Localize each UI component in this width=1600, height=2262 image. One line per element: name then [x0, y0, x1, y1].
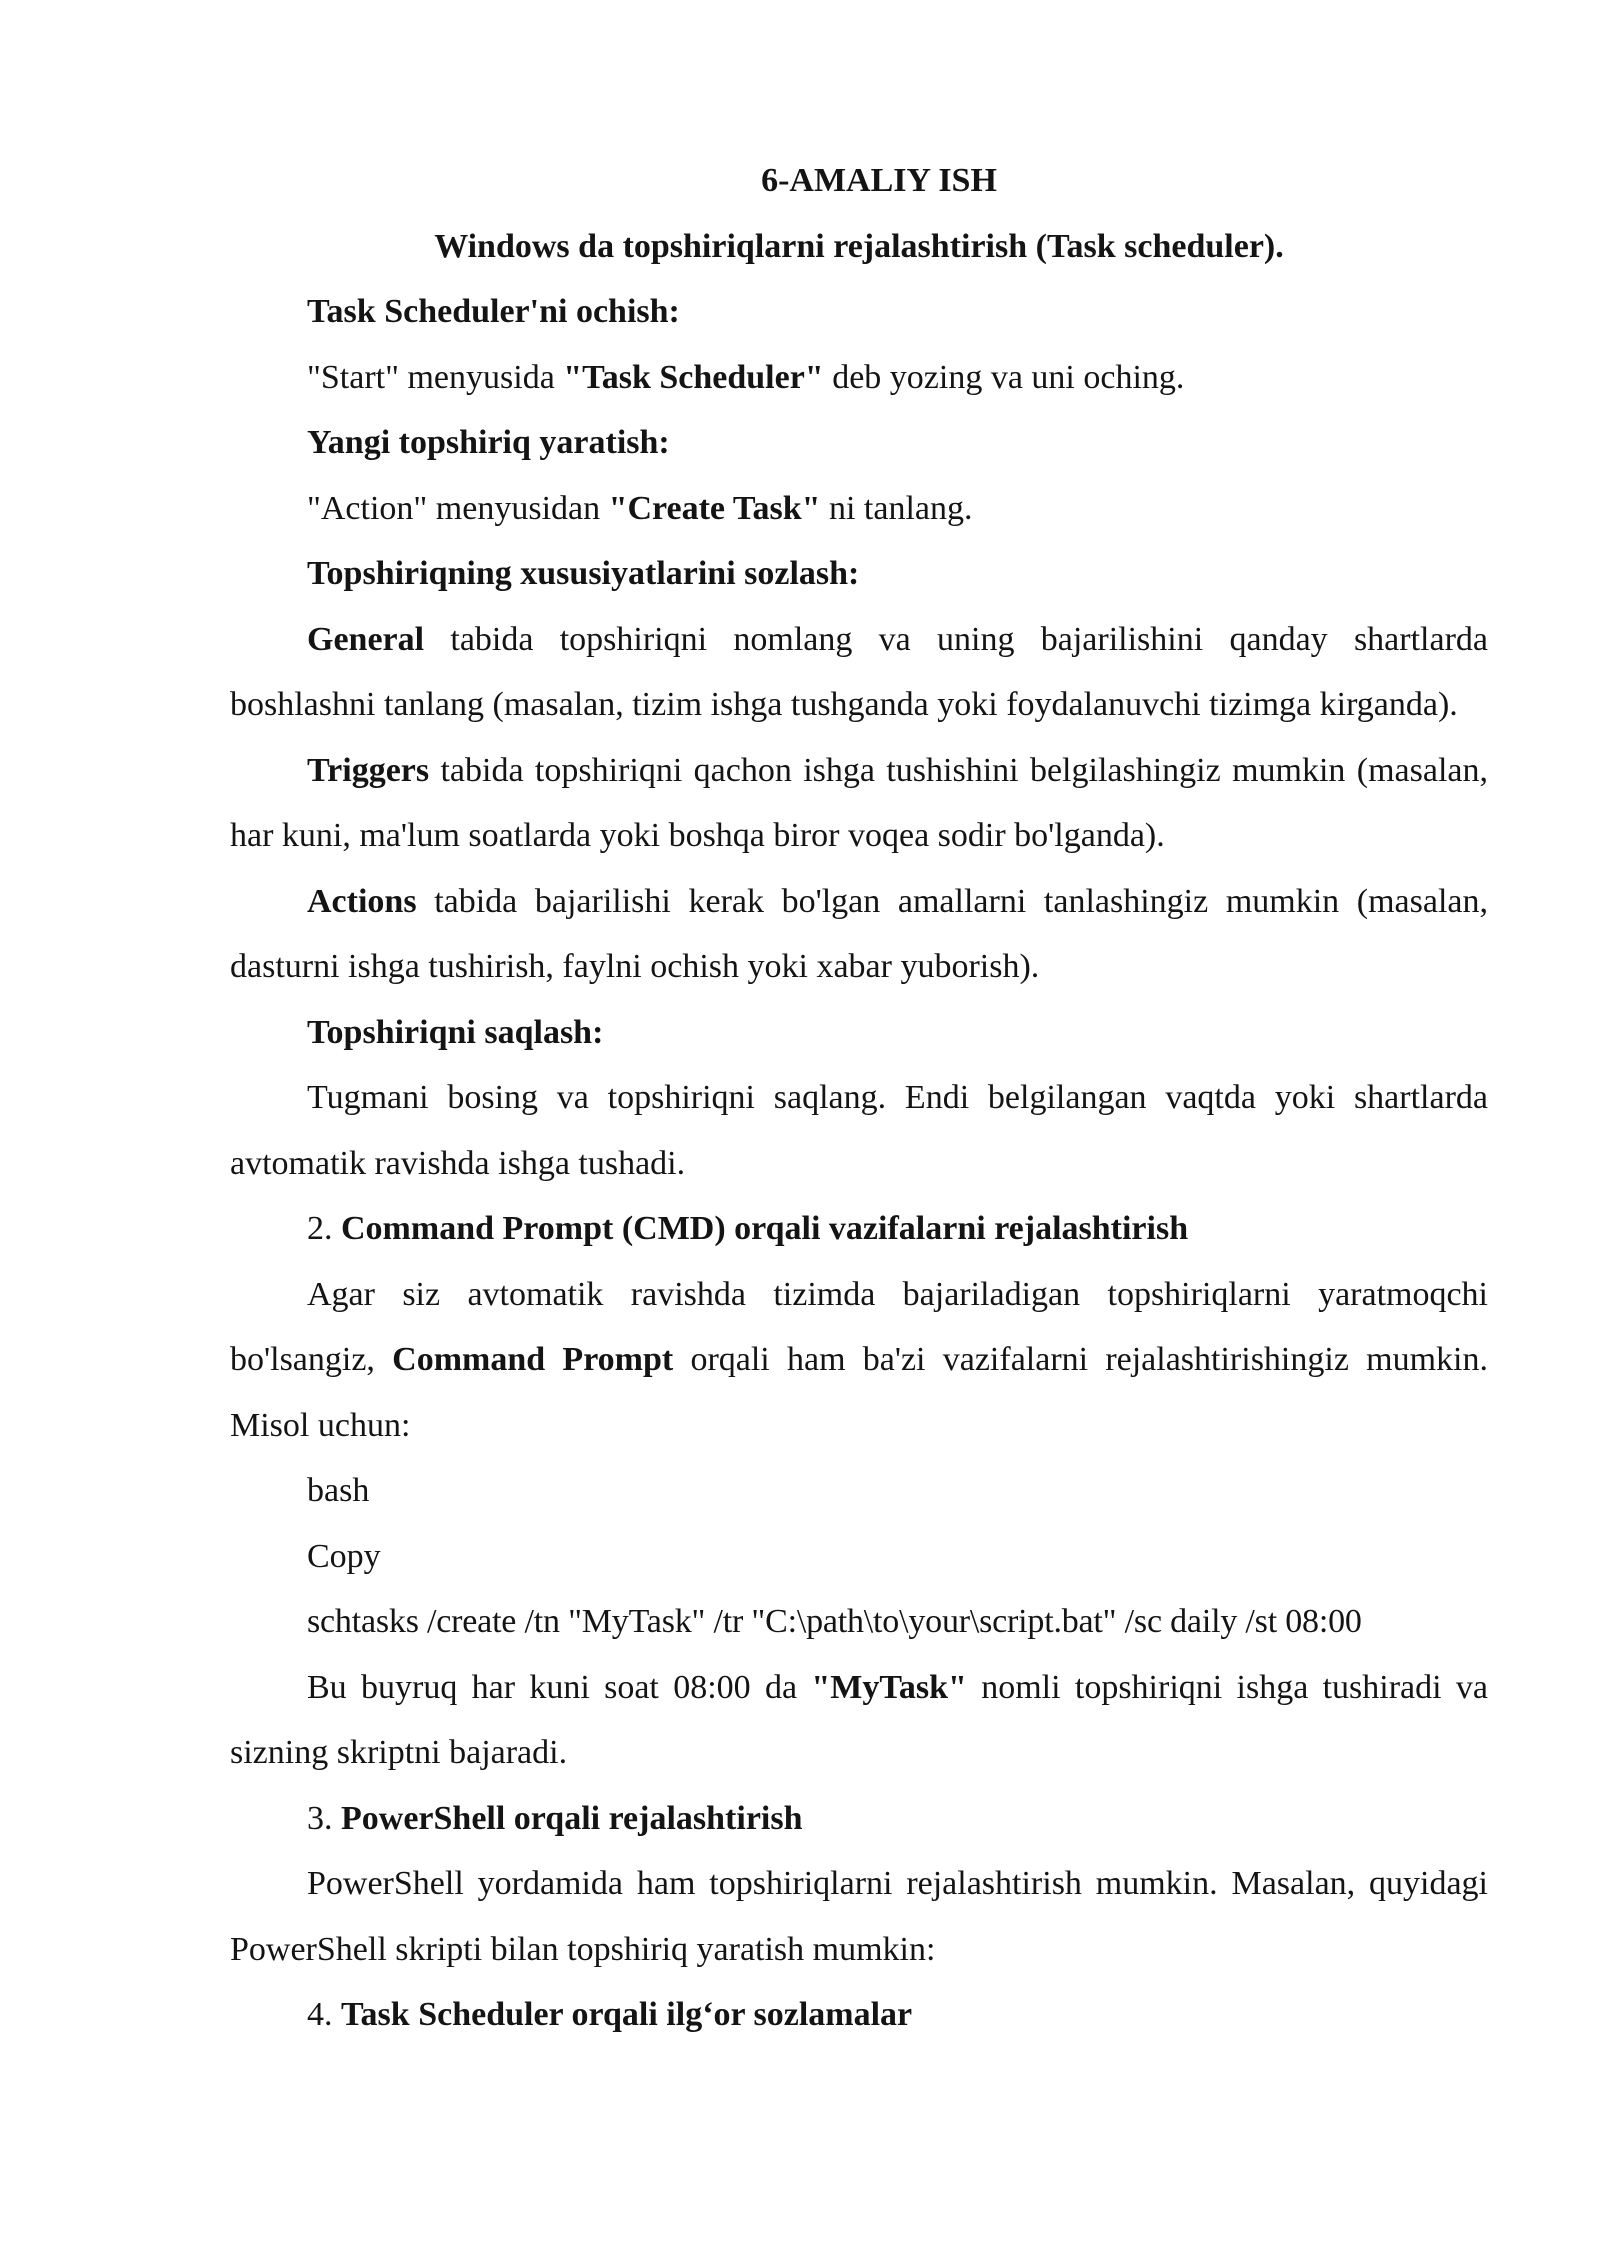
heading-task-properties: Topshiriqning xususiyatlarini sozlash: — [307, 555, 860, 592]
paragraph-triggers-tab: Triggers tabida topshiriqni qachon ishga tushishini belgilashingiz mumkin (masalan, har kuni, ma'lum soatlarda yoki boshqa biror voqea sodir bo'lganda). — [230, 751, 1488, 854]
code-language-label: bash — [307, 1472, 370, 1509]
heading-save-task: Topshiriqni saqlash: — [307, 1013, 604, 1051]
document-subtitle: Windows da topshiriqlarni rejalashtirish (Task scheduler). — [434, 227, 1284, 265]
code-copy-label: Copy — [307, 1537, 381, 1575]
paragraph-powershell: PowerShell yordamida ham topshiriqlarni rejalashtirish mumkin. Masalan, quyidagi PowerShell skripti bilan topshiriq yaratish mumkin: — [230, 1865, 1488, 1968]
paragraph-cmd-intro: Agar siz avtomatik ravishda tizimda bajariladigan topshiriqlarni yaratmoqchi bo'lsangiz, Command Prompt orqali ham ba'zi vazifalarni rejalashtirishingiz mumkin. Misol uchun: — [230, 1275, 1488, 1444]
paragraph-general-tab: General tabida topshiriqni nomlang va uning bajarilishini qanday shartlarda boshlashni tanlang (masalan, tizim ishga tushganda yoki foydalanuvchi tizimga kirganda). — [230, 620, 1488, 723]
heading-powershell-scheduling: 3. PowerShell orqali rejalashtirish — [307, 1799, 803, 1837]
paragraph-create-task: "Action" menyusidan "Create Task" ni tanlang. — [307, 489, 973, 527]
heading-create-task: Yangi topshiriq yaratish: — [307, 424, 670, 461]
paragraph-cmd-explain: Bu buyruq har kuni soat 08:00 da "MyTask" nomli topshiriqni ishga tushiradi va sizning skriptni bajaradi. — [230, 1668, 1488, 1771]
heading-open-task-scheduler: Task Scheduler'ni ochish: — [307, 293, 680, 330]
paragraph-actions-tab: Actions tabida bajarilishi kerak bo'lgan amallarni tanlashingiz mumkin (masalan, dasturni ishga tushirish, faylni ochish yoki xabar yuborish). — [230, 882, 1488, 985]
paragraph-open-task-scheduler: "Start" menyusida "Task Scheduler" deb yozing va uni oching. — [307, 358, 1185, 396]
paragraph-save-task: Tugmani bosing va topshiriqni saqlang. Endi belgilangan vaqtda yoki shartlarda avtomatik ravishda ishga tushadi. — [230, 1079, 1488, 1182]
document-page — [230, 148, 1488, 2048]
document-title: 6-AMALIY ISH — [761, 162, 997, 199]
heading-cmd-scheduling: 2. Command Prompt (CMD) orqali vazifalarni rejalashtirish — [307, 1210, 1189, 1247]
heading-advanced-settings: 4. Task Scheduler orqali ilg‘or sozlamalar — [307, 1996, 913, 2033]
code-command-line: schtasks /create /tn "MyTask" /tr "C:\path\to\your\script.bat" /sc daily /st 08:00 — [307, 1603, 1362, 1640]
